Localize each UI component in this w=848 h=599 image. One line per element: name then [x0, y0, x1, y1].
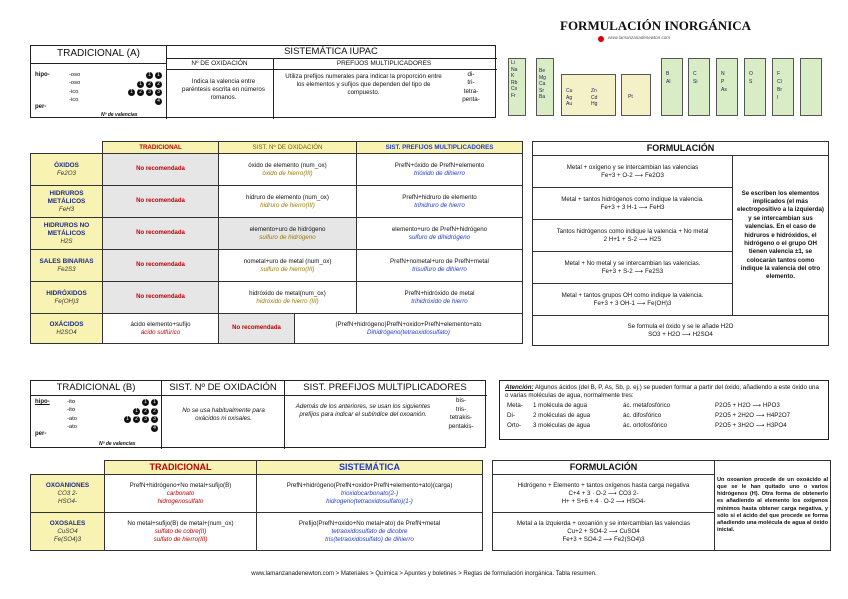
- form-text: Metal + tantos grupos OH como indique la valencia.: [561, 292, 704, 299]
- panel-a-trad-title: TRADICIONAL (A): [57, 48, 140, 59]
- row-sub: CO3 2-: [57, 490, 78, 497]
- valence-3: 1: [128, 89, 135, 96]
- table-row: [31, 475, 483, 513]
- row-sub: Fe(SO4)3: [53, 535, 82, 543]
- row-sub-oxidos: Fe2O3: [57, 169, 76, 177]
- panel-b-trad-title: TRADICIONAL (B): [56, 382, 136, 393]
- panel-a-prefixes: [451, 71, 491, 104]
- form-eq: Fe+3 + SO4-2 ⟶ Fe2(SO4)3: [562, 535, 645, 543]
- formulacion-table: [532, 141, 829, 346]
- valence-2c: 2: [151, 408, 158, 415]
- panel-a-ox-text: Indica la valencia entre paréntesis escrita en números romanos.: [182, 78, 265, 102]
- valence-4: 4: [155, 98, 162, 105]
- panel-a-col-pref: PREFIJOS MULTIPLICADORES: [336, 60, 432, 67]
- suffix-ico-2: -ico: [69, 97, 79, 104]
- row-sub: H2S: [60, 237, 73, 245]
- trad-example: sulfato de hierro(III): [153, 535, 208, 543]
- pref-example: trisulfuro de dihierro: [412, 265, 467, 273]
- row-label-hidruros-met: HIDRUROS METÁLICOS: [47, 189, 86, 205]
- form-oxacid-text: Se formula el óxido y se le añade H2O: [627, 323, 734, 330]
- suffix-ito-1: -ito: [67, 399, 76, 405]
- pref-example: trihidróxido de hierro: [411, 297, 468, 305]
- periodic-symbols-2: [539, 68, 546, 101]
- periodic-block-9: [772, 58, 794, 116]
- ox-example: sulfuro de hierro(III): [260, 265, 315, 273]
- periodic-block-10: [800, 58, 822, 116]
- no-recomendada: No recomendada: [136, 262, 185, 269]
- el-cu: Cu: [566, 88, 573, 94]
- el-cs: Cs: [511, 86, 518, 92]
- row-sub: H2SO4: [56, 328, 77, 336]
- page-title: FORMULACIÓN INORGÁNICA: [560, 18, 752, 33]
- table-row: [31, 282, 523, 314]
- list-item: Meta- 1 molécula de agua ác. metafosfórico P2O5 + H2O ⟶ HPO3: [507, 402, 780, 410]
- sist-example: hidrogeno(tetraoxidosulfato)(1-): [326, 497, 413, 505]
- form-eq: Fe+3 + O-2 ⟶ Fe2O3: [601, 171, 664, 179]
- form-eq: H+ + S+6 + 4 · O-2 ⟶ HSO4-: [561, 497, 646, 505]
- el-cl: Cl: [777, 79, 782, 85]
- el-ba: Ba: [539, 94, 546, 100]
- el-na: Na: [511, 66, 518, 73]
- valence-2: 1: [137, 81, 144, 88]
- prefix-tetrakis: tetrakis-: [449, 414, 472, 422]
- row-label-oxidos: ÓXIDOS: [54, 161, 79, 169]
- ox-example: óxido de hierro(III): [262, 169, 313, 177]
- periodic-block-7: [716, 58, 738, 116]
- trad-rule: ácido elemento+sufijo: [130, 320, 191, 328]
- bottom-corner: [31, 461, 105, 475]
- form-text: Hidrógeno + Elemento + tantos oxígenos hasta carga negativa: [517, 482, 690, 490]
- pref-example: trióxido de dihierro: [414, 169, 465, 177]
- el-i: I: [777, 95, 779, 101]
- pref-rule: elemento+uro de PrefN+hidrógeno: [391, 225, 488, 233]
- el-p: P: [721, 79, 725, 85]
- el-mg: Mg: [539, 74, 546, 81]
- atencion-text: Atención: Algunos ácidos (del B, P, As, Sb, p. ej.) se pueden formar a partir del óxido, añadiendo a este óxido una o varias moléculas de agua, normalmente tres:: [505, 384, 819, 400]
- panel-a-pref-text: Utiliza prefijos numerales para indicar la proporción entre los elementos y sufijos que dependen del tipo de compuesto.: [285, 73, 442, 97]
- formulacion-side: Se escriben los elementos implicados (el más electropositivo a la izquierda) y se intercambian sus valencias. En el caso de hidruros e hidróxidos, el hidrógeno o el grupo OH tienen valencia ±1, se colocarán tantos como indique la valencia del otro elemento.: [733, 156, 829, 316]
- valence-grid-b: [89, 398, 159, 432]
- bottom-formulacion: [492, 460, 831, 551]
- periodic-symbols-8: [721, 70, 727, 94]
- panel-a-valences-label: Nº de valencias: [101, 112, 138, 118]
- el-br: Br: [777, 87, 782, 93]
- periodic-block-8: [744, 58, 766, 116]
- bottom-form-side: Un oxoanion procede de un oxoácido al que se le han quitado uno o varios hidrógenos (H). Otra forma de obtenerlo es añadiendo al elemento los oxígenos mínimos hasta obtener carga negativa, y sólo si el ácido del que procede se forma añadiendo una molécula de agua al óxido inicial.: [715, 461, 831, 551]
- pref-rule: (PrefN+hidrógeno)PrefN+oxido+PrefN+elemento+ato: [335, 320, 482, 328]
- main-h-ox: SIST. Nº DE OXIDACIÓN: [219, 142, 357, 154]
- trad-example: ácido sulfúrico: [140, 328, 181, 336]
- pref-rule: PrefN+óxido de PrefN+elemento: [394, 161, 485, 169]
- el-zn: Zn: [591, 88, 597, 94]
- atencion-box: [499, 380, 829, 440]
- pref-rule: PrefN+nometal+uro de PrefN+metal: [390, 257, 489, 265]
- el-be: Be: [539, 68, 546, 74]
- valence-2b: 2: [146, 81, 153, 88]
- suffix-ato-1: -ato: [67, 415, 77, 422]
- no-recomendada: No recomendada: [136, 198, 185, 205]
- periodic-symbols-9: [749, 70, 753, 86]
- panel-b-rule: [31, 395, 487, 396]
- valence-3d: 3: [151, 416, 158, 423]
- prefix-bis: bis-: [456, 397, 466, 404]
- bottom-form-title: FORMULACIÓN: [493, 461, 715, 475]
- panel-a-col-rule: [167, 69, 497, 70]
- el-s: S: [749, 79, 753, 85]
- el-b: B: [666, 71, 670, 77]
- prefix-pentakis: pentakis-: [448, 423, 474, 431]
- prefix-tri: tri-: [467, 79, 475, 87]
- panel-b-pref-title: SIST. PREFIJOS MULTIPLICADORES: [303, 382, 467, 393]
- row-sub: CuSO4: [57, 528, 78, 535]
- bottom-h-trad: TRADICIONAL: [105, 461, 257, 475]
- form-text: Metal + tantos hidrógenos como indique la valencia.: [561, 196, 704, 203]
- row-label-oxoaniones: OXOANIONES: [45, 482, 90, 489]
- form-oxacid-eq: SO3 + H2O ⟶ H2SO4: [648, 330, 713, 338]
- table-row: [31, 186, 523, 218]
- sist-example: tris(tetraoxidosulfato) de dihierro: [325, 535, 414, 543]
- pref-example: Dihidrógeno(tetraoxidosulfato): [367, 328, 450, 336]
- row-label-oxosales: OXOSALES: [49, 520, 86, 527]
- prefix-tris: tris-: [455, 405, 467, 413]
- ox-rule: hidróxido de metal(num_ox): [249, 289, 326, 297]
- form-eq: C+4 + 3 · O-2 ⟶ CO3 2-: [568, 489, 639, 497]
- trad-example: sulfato de cobre(II): [154, 527, 207, 535]
- el-c: C: [693, 71, 697, 77]
- suffix-oso-1: -oso: [69, 72, 81, 78]
- ox-example: hidróxido de hierro (III): [256, 297, 319, 305]
- panel-a: [30, 45, 496, 118]
- valence-3c: 3: [146, 89, 153, 96]
- prefix-tetra: tetra-: [463, 87, 479, 95]
- periodic-symbols-10: [777, 70, 782, 102]
- valence-2: 1: [133, 408, 140, 415]
- el-n: N: [721, 71, 725, 77]
- el-o: O: [749, 71, 753, 77]
- valence-1b: 1: [151, 399, 158, 406]
- valence-3: 1: [124, 416, 131, 423]
- main-h-pref: SIST. PREFIJOS MULTIPLICADORES: [357, 142, 523, 154]
- suffix-ico-1: -ico: [69, 88, 79, 95]
- periodic-block-4: [621, 74, 651, 116]
- ox-rule: nometal+uro de metal (num_ox): [243, 257, 332, 265]
- panel-b-ox-title: SIST. Nº DE OXIDACIÓN: [169, 382, 277, 393]
- periodic-table: [506, 44, 826, 118]
- row-sub: HSO4-: [58, 497, 77, 505]
- valence-grid: [91, 71, 163, 105]
- trad-example: hidrogenosulfato: [157, 497, 204, 505]
- form-text: Metal a la izquierda + oxoanión y se intercambian las valencias: [516, 520, 691, 528]
- el-al: Al: [666, 79, 671, 85]
- table-row: [533, 156, 829, 188]
- panel-a-iupac-title: SISTEMÁTICA IUPAC: [284, 46, 378, 57]
- pref-rule: PrefN+hidróxido de metal: [404, 289, 475, 297]
- no-recomendada: No recomendada: [136, 166, 185, 173]
- el-fr: Fr: [511, 92, 516, 99]
- ox-example: hidruro de hierro(III): [260, 201, 315, 209]
- el-ag: Ag: [566, 94, 573, 101]
- main-corner: [31, 142, 103, 154]
- el-rb: Rb: [511, 79, 518, 86]
- list-item: Orto- 3 moléculas de agua ác. ortofosfórico P2O5 + 3H2O ⟶ H3PO4: [507, 421, 787, 429]
- table-row: [31, 250, 523, 282]
- atencion-table: [505, 401, 823, 430]
- sist-example: tetraoxidosulfato de dicobre: [331, 527, 408, 535]
- valence-2b: 2: [142, 408, 149, 415]
- el-cd: Cd: [591, 94, 598, 101]
- row-sub: Fe(OH)3: [54, 297, 79, 305]
- table-row: [31, 513, 483, 551]
- periodic-symbols-7: [693, 70, 697, 86]
- form-eq: Fe+3 + 3 OH-1 ⟶ Fe(OH)3: [593, 299, 672, 307]
- table-row: [31, 218, 523, 250]
- valence-3c: 3: [142, 416, 149, 423]
- table-row: [31, 314, 523, 344]
- per-label: per-: [35, 431, 47, 437]
- row-label-sales: SALES BINARIAS: [39, 257, 94, 265]
- valence-3b: 2: [133, 416, 140, 423]
- sist-rule: Prefijo(PrefN+oxido+No metal+ato) de PrefN+metal: [298, 520, 441, 528]
- row-label-oxacidos: OXÁCIDOS: [49, 320, 84, 328]
- table-row: [31, 154, 523, 186]
- table-row: [533, 316, 829, 346]
- pref-example: trihidruro de hierro: [414, 201, 465, 209]
- no-recomendada: No recomendada: [136, 294, 185, 301]
- no-recomendada: No recomendada: [232, 325, 281, 332]
- periodic-block-6: [688, 58, 710, 116]
- valence-3d: 3: [155, 89, 162, 96]
- panel-a-trad-rule: [31, 63, 166, 64]
- list-item: Di- 2 moléculas de agua ác. difosfórico P2O5 + 2H2O ⟶ H4P2O7: [507, 411, 791, 419]
- valence-1b: 1: [155, 72, 162, 79]
- form-eq: Fe+3 + S-2 ⟶ Fe2S3: [601, 267, 664, 275]
- el-as: As: [721, 87, 727, 93]
- pref-rule: PrefN+hidruro de elemento: [402, 193, 477, 201]
- bottom-h-sist: SISTEMÁTICA: [257, 461, 483, 475]
- valence-4: 4: [151, 425, 158, 432]
- formulacion-title: FORMULACIÓN: [533, 142, 829, 156]
- trad-example: carbonato: [166, 489, 195, 497]
- trad-rule: PrefN+hidrógeno+No metal+sufijo(B): [129, 482, 232, 490]
- el-hg: Hg: [591, 101, 598, 107]
- panel-b-valences-label: Nº de valencias: [99, 441, 136, 447]
- row-sub: FeH3: [58, 205, 75, 213]
- periodic-symbols: [511, 60, 517, 99]
- prefix-di: di-: [467, 71, 475, 78]
- ox-rule: óxido de elemento (num_ox): [248, 161, 327, 169]
- el-k: K: [511, 73, 515, 79]
- el-au: Au: [566, 101, 573, 107]
- periodic-symbols-4: [591, 88, 597, 108]
- valence-2c: 2: [155, 81, 162, 88]
- row-label-hidroxidos: HIDRÓXIDOS: [46, 289, 87, 297]
- panel-b-prefixes: [436, 397, 486, 432]
- el-f: F: [777, 71, 781, 77]
- trad-rule: No metal+sufijo(B) de metal+(num_ox): [127, 520, 234, 528]
- sist-example: trioxidocarbonato(2-): [340, 489, 399, 497]
- el-ca: Ca: [539, 81, 546, 87]
- main-table: [30, 141, 523, 344]
- hipo-label: hipo-: [35, 72, 50, 78]
- header-url: www.lamanzanadenewton.com: [608, 35, 671, 40]
- form-text: Tantos hidrógenos como indique la valencia + No metal: [556, 228, 709, 235]
- suffix-ato-2: -ato: [67, 424, 77, 431]
- valence-1: 1: [146, 72, 153, 79]
- periodic-symbols-5: Pt: [628, 94, 633, 100]
- periodic-block-5: [661, 58, 683, 116]
- panel-a-col-ox: Nº DE OXIDACIÓN: [191, 60, 248, 67]
- el-sr: Sr: [539, 87, 544, 94]
- footer-breadcrumb[interactable]: www.lamanzanadenewton.com > Materiales > Química > Apuntes y boletines > Reglas de formulación inorgánica. Tabla resumen.: [251, 571, 597, 577]
- suffix-ito-2: -ito: [67, 407, 76, 414]
- el-li: Li: [511, 60, 515, 66]
- valence-1: 1: [142, 399, 149, 406]
- panel-b-pref-text: Además de los anteriores, se usan los siguientes prefijos para indicar el subíndice del oxoanión.: [295, 403, 431, 419]
- form-eq: Cu+2 + SO4-2 ⟶ CuSO4: [567, 527, 640, 535]
- row-sub: Fe2S3: [57, 265, 76, 273]
- ox-rule: elemento+uro de hidrógeno: [249, 225, 326, 233]
- ox-rule: hidruro de elemento (num_ox): [246, 193, 329, 201]
- apple-icon: [598, 36, 604, 42]
- suffix-list-b: [67, 398, 77, 432]
- form-text: Metal + oxígeno y se intercambian las valencias: [566, 164, 699, 171]
- suffix-oso-2: -oso: [69, 80, 81, 87]
- form-eq: 2 H+1 + S-2 ⟶ H2S: [603, 235, 662, 243]
- main-h-trad: TRADICIONAL: [103, 142, 219, 154]
- prefix-penta: penta-: [462, 96, 480, 104]
- panel-a-iupac-rule: [167, 58, 497, 59]
- pref-example: sulfuro de dihidrógeno: [408, 233, 471, 241]
- per-label: per-: [35, 104, 47, 110]
- ox-example: sulfuro de hidrógeno: [259, 233, 316, 241]
- sist-rule: PrefN+hidrógeno(PrefN+oxido+PrefN+elemento+ato)(carga): [286, 482, 453, 490]
- el-si: Si: [693, 79, 698, 85]
- panel-b: [30, 380, 486, 448]
- form-eq: Fe+3 + 3 H-1 ⟶ FeH3: [600, 203, 665, 211]
- row-label-hidruros-nomet: HIDRUROS NO METÁLICOS: [43, 221, 90, 237]
- periodic-symbols-6: [666, 70, 670, 86]
- form-text: Metal + No metal y se intercambian las valencias.: [564, 260, 701, 267]
- suffix-list: [69, 71, 80, 105]
- no-recomendada: No recomendada: [136, 230, 185, 237]
- valence-3b: 2: [137, 89, 144, 96]
- bottom-table: [30, 460, 483, 551]
- panel-a-col-divider: [273, 58, 274, 119]
- periodic-symbols-3: [566, 88, 572, 108]
- hipo-label: hipo-: [35, 399, 50, 405]
- panel-b-ox-text: No se usa habitualmente para oxácidos ni oxisales.: [182, 407, 265, 423]
